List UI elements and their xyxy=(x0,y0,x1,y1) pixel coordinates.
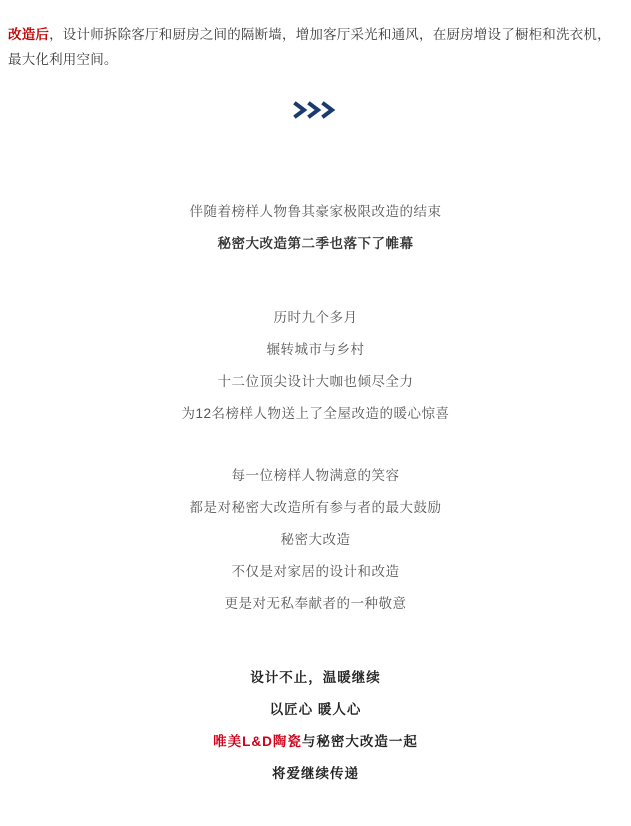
brand-tail: 与秘密大改造一起 xyxy=(301,734,418,749)
chevron-divider xyxy=(0,100,631,140)
closing-line: 设计不止，温暖继续 xyxy=(250,670,381,685)
intro-highlight: 改造后 xyxy=(8,26,50,42)
body-line: 不仅是对家居的设计和改造 xyxy=(231,564,400,579)
spacer xyxy=(0,620,631,662)
body-line: 辗转城市与乡村 xyxy=(266,342,365,357)
intro-text: ，设计师拆除客厅和厨房之间的隔断墙，增加客厅采光和通风，在厨房增设了橱柜和洗衣机，最大化利用空间。 xyxy=(8,26,611,67)
spacer xyxy=(0,260,631,302)
body-line: 更是对无私奉献者的一种敬意 xyxy=(224,596,407,611)
body-text-block xyxy=(0,196,631,790)
brand-name: 唯美L&D陶瓷 xyxy=(213,734,302,749)
body-line: 伴随着榜样人物鲁其豪家极限改造的结束 xyxy=(189,204,442,219)
closing-line: 以匠心 暖人心 xyxy=(269,702,362,717)
body-line: 秘密大改造 xyxy=(280,532,351,547)
triple-chevron-icon xyxy=(293,107,339,124)
body-line: 每一位榜样人物满意的笑容 xyxy=(231,468,400,483)
body-line: 秘密大改造第二季也落下了帷幕 xyxy=(217,236,414,251)
body-line: 为12名榜样人物送上了全屋改造的暖心惊喜 xyxy=(181,406,450,421)
closing-line-brand xyxy=(0,726,631,758)
closing-line: 将爱继续传递 xyxy=(272,766,359,781)
spacer xyxy=(0,430,631,460)
body-line: 十二位顶尖设计大咖也倾尽全力 xyxy=(217,374,414,389)
body-line: 都是对秘密大改造所有参与者的最大鼓励 xyxy=(189,500,442,515)
intro-paragraph xyxy=(8,22,620,72)
body-line: 历时九个多月 xyxy=(273,310,358,325)
